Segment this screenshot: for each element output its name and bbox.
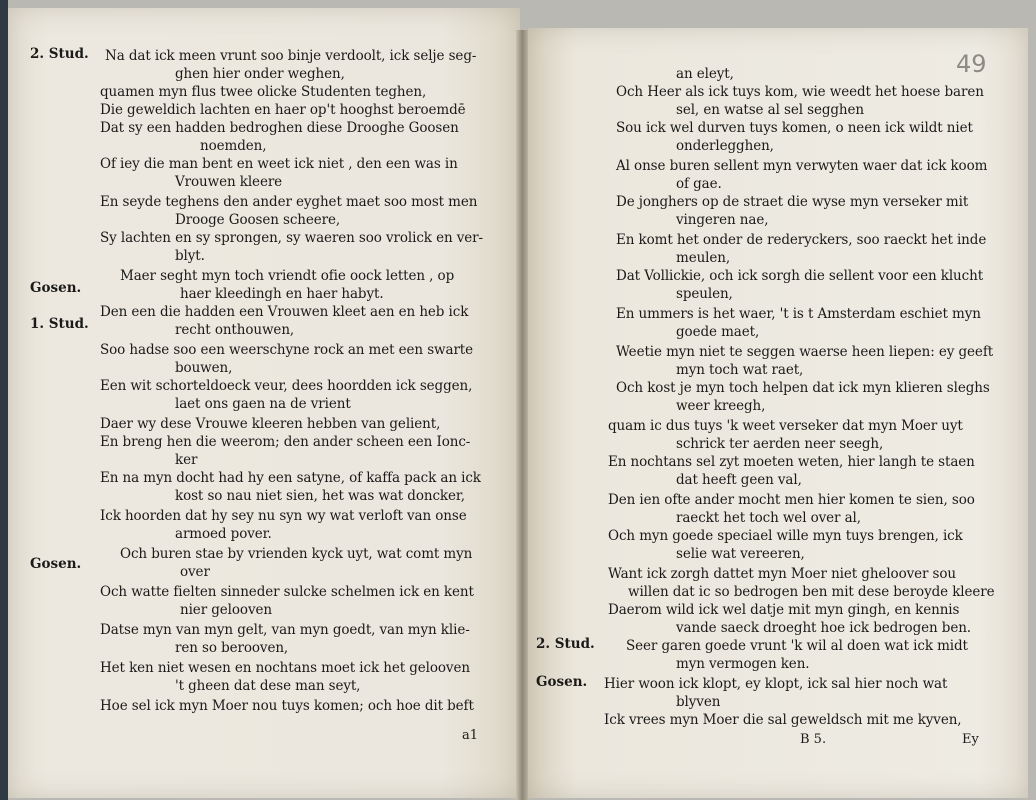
text-line: goede maet, — [676, 324, 760, 340]
text-line: Maer seght myn toch vriendt ofie oock letten , op — [120, 268, 455, 284]
text-line: Want ick zorgh dattet myn Moer niet gheloover sou — [608, 566, 957, 582]
text-line: vingeren nae, — [676, 212, 769, 228]
text-line: Och kost je myn toch helpen dat ick myn klieren sleghs — [616, 380, 990, 396]
text-line: Daer wy dese Vrouwe kleeren hebben van gelient, — [100, 416, 441, 432]
text-line: Seer garen goede vrunt 'k wil al doen wat ick midt — [626, 638, 968, 654]
text-line: Weetie myn niet te seggen waerse heen liepen: ey geeft — [616, 344, 994, 360]
text-line: Hier woon ick klopt, ey klopt, ick sal hier noch wat — [604, 676, 948, 692]
text-line: Ick hoorden dat hy sey nu syn wy wat verloft van onse — [100, 508, 467, 524]
signature-mark: a1 — [462, 728, 479, 743]
text-line: laet ons gaen na de vrient — [175, 396, 351, 412]
text-line: vande saeck droeght hoe ick bedrogen ben. — [676, 620, 971, 636]
text-line: Na dat ick meen vrunt soo binje verdoolt, ick selje seg- — [105, 48, 477, 64]
right-page — [528, 28, 1028, 798]
left-page — [8, 8, 520, 798]
text-line: Sy lachten en sy sprongen, sy waeren soo vrolick en ver- — [100, 230, 483, 246]
speaker-label: 2. Stud. — [536, 636, 595, 652]
text-line: Hoe sel ick myn Moer nou tuys komen; och hoe dit beft — [100, 698, 474, 714]
pencil-page-number: 49 — [956, 50, 987, 78]
text-line: ren so berooven, — [175, 640, 289, 656]
text-line: of gae. — [676, 176, 722, 192]
text-line: Dat Vollickie, och ick sorgh die sellent voor een klucht — [616, 268, 984, 284]
text-line: Den ien ofte ander mocht men hier komen te sien, soo — [608, 492, 975, 508]
speaker-label: Gosen. — [30, 280, 82, 296]
text-line: over — [180, 564, 210, 580]
text-line: noemden, — [200, 138, 267, 154]
text-line: Het ken niet wesen en nochtans moet ick het gelooven — [100, 660, 470, 676]
text-line: En komt het onder de rederyckers, soo raeckt het inde — [616, 232, 987, 248]
text-line: Soo hadse soo een weerschyne rock an met een swarte — [100, 342, 474, 358]
text-line: Die geweldich lachten en haer op't hooghst beroemdē — [100, 102, 466, 118]
text-line: quamen myn flus twee olicke Studenten teghen, — [100, 84, 427, 100]
text-line: Sou ick wel durven tuys komen, o neen ick wildt niet — [616, 120, 973, 136]
text-line: En nochtans sel zyt moeten weten, hier langh te staen — [608, 454, 975, 470]
text-line: speulen, — [676, 286, 733, 302]
speaker-label: Gosen. — [30, 556, 82, 572]
text-line: En na myn docht had hy een satyne, of kaffa pack an ick — [100, 470, 481, 486]
text-line: armoed pover. — [175, 526, 272, 542]
text-line: ker — [175, 452, 198, 468]
text-line: Och watte fielten sinneder sulcke schelmen ick en kent — [100, 584, 474, 600]
text-line: ghen hier onder weghen, — [175, 66, 345, 82]
text-line: myn toch wat raet, — [676, 362, 804, 378]
signature-mark: B 5. — [800, 732, 827, 747]
text-line: nier gelooven — [180, 602, 272, 618]
text-line: meulen, — [676, 250, 731, 266]
text-line: blyven — [676, 694, 721, 710]
text-line: haer kleedingh en haer habyt. — [180, 286, 384, 302]
speaker-label: 2. Stud. — [30, 46, 89, 62]
text-line: En ummers is het waer, 't is t Amsterdam eschiet myn — [616, 306, 981, 322]
text-line: Of iey die man bent en weet ick niet , den een was in — [100, 156, 458, 172]
text-line: Och Heer als ick tuys kom, wie weedt het hoese baren — [616, 84, 984, 100]
text-line: onderlegghen, — [676, 138, 774, 154]
text-line: raeckt het toch wel over al, — [676, 510, 861, 526]
text-line: schrick ter aerden neer seegh, — [676, 436, 884, 452]
text-line: Ick vrees myn Moer die sal geweldsch mit me kyven, — [604, 712, 962, 728]
text-line: dat heeft geen val, — [676, 472, 802, 488]
text-line: En seyde teghens den ander eyghet maet soo most men — [100, 194, 478, 210]
text-line: recht onthouwen, — [175, 322, 295, 338]
catchword: Ey — [962, 732, 979, 747]
text-line: Vrouwen kleere — [175, 174, 283, 190]
text-line: an eleyt, — [676, 66, 734, 82]
text-line: Drooge Goosen scheere, — [175, 212, 341, 228]
text-line: Datse myn van myn gelt, van myn goedt, van myn klie- — [100, 622, 470, 638]
text-line: Och buren stae by vrienden kyck uyt, wat comt myn — [120, 546, 473, 562]
text-line: Och myn goede speciael wille myn tuys brengen, ick — [608, 528, 963, 544]
text-line: quam ic dus tuys 'k weet verseker dat myn Moer uyt — [608, 418, 963, 434]
text-line: myn vermogen ken. — [676, 656, 810, 672]
text-line: willen dat ic so bedrogen ben mit dese beroyde kleere — [628, 584, 995, 600]
text-line: sel, en watse al sel segghen — [676, 102, 864, 118]
text-line: Dat sy een hadden bedroghen diese Drooghe Goosen — [100, 120, 459, 136]
text-line: De jonghers op de straet die wyse myn verseker mit — [616, 194, 969, 210]
text-line: Den een die hadden een Vrouwen kleet aen en heb ick — [100, 304, 469, 320]
text-line: blyt. — [175, 248, 205, 264]
text-line: weer kreegh, — [676, 398, 766, 414]
speaker-label: Gosen. — [536, 674, 588, 690]
text-line: Al onse buren sellent myn verwyten waer dat ick koom — [616, 158, 988, 174]
text-line: bouwen, — [175, 360, 233, 376]
speaker-label: 1. Stud. — [30, 316, 89, 332]
text-line: Een wit schorteldoeck veur, dees hoordden ick seggen, — [100, 378, 473, 394]
text-line: 't gheen dat dese man seyt, — [175, 678, 361, 694]
text-line: Daerom wild ick wel datje mit myn gingh, en kennis — [608, 602, 960, 618]
text-line: selie wat vereeren, — [676, 546, 805, 562]
text-line: En breng hen die weerom; den ander scheen een Ionc- — [100, 434, 471, 450]
text-line: kost so nau niet sien, het was wat doncker, — [175, 488, 465, 504]
book-cover-edge — [0, 0, 8, 800]
